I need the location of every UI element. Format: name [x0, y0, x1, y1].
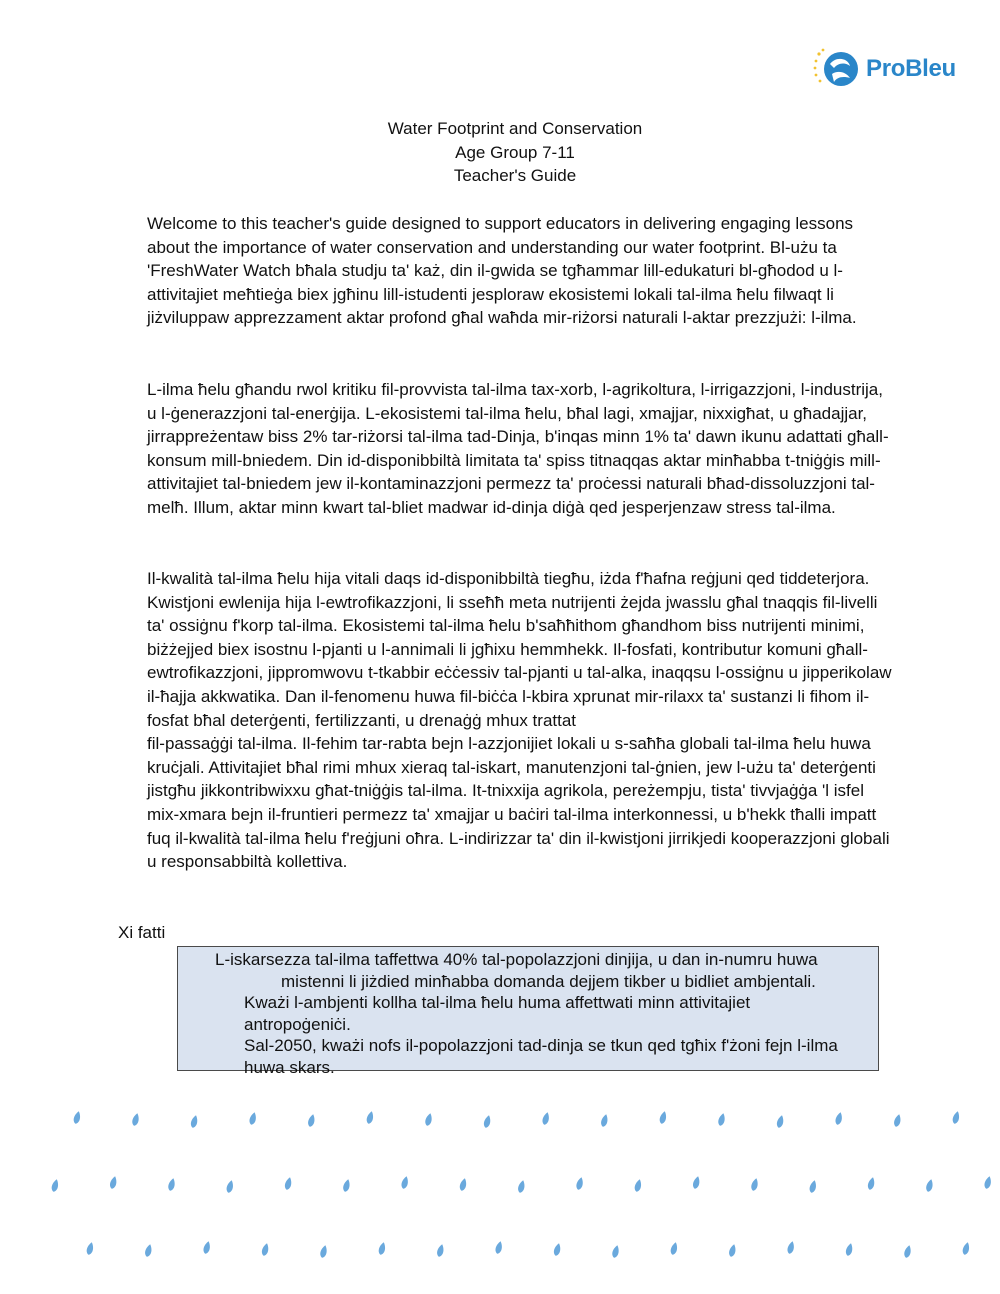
fact-item	[178, 949, 878, 992]
water-drop-icon	[131, 1112, 140, 1126]
water-drop-icon	[86, 1241, 95, 1255]
water-drop-icon	[717, 1112, 726, 1126]
water-drop-icon	[867, 1176, 876, 1190]
water-drop-icon	[808, 1179, 817, 1193]
water-drop-pattern	[0, 1100, 1000, 1280]
water-drop-icon	[400, 1175, 409, 1189]
water-drop-icon	[776, 1114, 785, 1128]
fact-text: huwa skars.	[244, 1057, 335, 1077]
water-drop-icon	[634, 1178, 643, 1192]
document-title	[0, 117, 1000, 188]
paragraph-text: Welcome to this teacher's guide designed to support educators in delivering engaging lessons about the importance of water conservation and understanding our water footprint. Bl-użu ta 'FreshWater Watch bħala studju ta' każ, din il-gwida se tgħammar lill-edukaturi bl-għodod u l-attivitajiet meħtieġa biex jgħinu lill-istudenti jesploraw ekosistemi lokali tal-ilma ħelu filwaqt li jiżviluppaw apprezzament aktar profond għal waħda mir-riżorsi naturali l-aktar prezzjużi: l-ilma.	[147, 214, 857, 328]
water-drop-icon	[575, 1176, 584, 1190]
water-drop-icon	[51, 1178, 60, 1192]
water-drop-icon	[73, 1110, 82, 1124]
water-drop-icon	[436, 1243, 445, 1257]
water-drop-icon	[983, 1175, 992, 1189]
water-drop-icon	[728, 1243, 737, 1257]
probleu-logo-icon	[812, 46, 862, 92]
water-drop-icon	[692, 1175, 701, 1189]
water-drop-icon	[459, 1177, 468, 1191]
fact-text: Kważi l-ambjenti kollha tal-ilma ħelu huma affettwati minn attivitajiet	[244, 993, 751, 1012]
water-drop-icon	[659, 1110, 668, 1124]
water-drop-icon	[144, 1243, 153, 1257]
water-drop-icon	[248, 1111, 257, 1125]
fact-text: mistenni li jiżdied minħabba domanda dejjem tikber u bidliet ambjentali.	[281, 971, 816, 991]
water-drop-icon	[190, 1114, 199, 1128]
water-drop-icon	[424, 1112, 433, 1126]
water-drop-icon	[553, 1242, 562, 1256]
water-drop-icon	[494, 1240, 503, 1254]
facts-heading: Xi fatti	[118, 923, 166, 942]
water-drop-icon	[952, 1110, 961, 1124]
water-quality-paragraph	[147, 567, 897, 874]
water-drop-icon	[366, 1110, 375, 1124]
water-drop-icon	[261, 1242, 270, 1256]
water-drop-icon	[517, 1179, 526, 1193]
water-drop-icon	[925, 1178, 934, 1192]
water-drop-icon	[786, 1240, 795, 1254]
water-drop-icon	[483, 1114, 492, 1128]
water-drop-icon	[600, 1113, 609, 1127]
water-drop-icon	[167, 1177, 176, 1191]
water-drop-icon	[670, 1241, 679, 1255]
water-drop-icon	[307, 1113, 316, 1127]
subtitle-guide: Teacher's Guide	[453, 166, 577, 185]
water-drop-icon	[225, 1179, 234, 1193]
title-line: Water Footprint and Conservation	[387, 119, 643, 138]
water-drop-icon	[903, 1244, 912, 1258]
intro-paragraph	[147, 212, 897, 330]
subtitle-age-group: Age Group 7-11	[455, 142, 575, 162]
water-drop-icon	[750, 1177, 759, 1191]
water-drop-icon	[342, 1178, 351, 1192]
fact-text: Sal-2050, kważi nofs il-popolazzjoni tad-dinja se tkun qed tgħix f'żoni fejn l-ilma	[244, 1036, 838, 1055]
water-drop-icon	[845, 1242, 854, 1256]
water-drop-icon	[834, 1111, 843, 1125]
water-drop-icon	[319, 1244, 328, 1258]
paragraph-text: Il-kwalità tal-ilma ħelu hija vitali daqs id-disponibbiltà tiegħu, iżda f'ħafna reġjuni qed tiddeterjora. Kwistjoni ewlenija hija l-ewtrofikazzjoni, li sseħħ meta nutrijenti żejda jwasslu għal tnaqqis fil-livelli ta' ossiġnu f'korp tal-ilma. Ekosistemi tal-ilma ħelu b'saħħithom għandhom biss nutrijenti minimi, biżżejjed biex isostnu l-pjanti u l-annimali li jgħixu hemmhekk. Il-fosfati, kontributur komuni għall-ewtrofikazzjoni, jippromwovu t-tkabbir eċċessiv tal-pjanti u tal-alka, inaqqsu l-ossiġnu u jipperikolaw il-ħajja akkwatika. Dan il-fenomenu huwa fil-biċċa l-kbira xprunat mir-rilaxx ta' sustanzi li fihom il-fosfat bħal deterġenti, fertilizzanti, u drenaġġ mhux trattat	[147, 569, 892, 730]
water-drop-icon	[611, 1244, 620, 1258]
water-drop-icon	[378, 1241, 387, 1255]
fact-text: antropoġeniċi.	[244, 1014, 351, 1034]
fact-item	[178, 992, 878, 1035]
fact-text: L-iskarsezza tal-ilma taffettwa 40% tal-popolazzjoni dinjija, u dan in-numru huwa	[215, 950, 818, 969]
probleu-logo	[812, 46, 956, 92]
water-drop-icon	[202, 1240, 211, 1254]
paragraph-text: L-ilma ħelu għandu rwol kritiku fil-provvista tal-ilma tax-xorb, l-agrikoltura, l-irrigazzjoni, l-industrija, u l-ġenerazzjoni tal-enerġija. L-ekosistemi tal-ilma ħelu, bħal lagi, xmajjar, nixxigħat, u għadajjar, jirrappreżentaw biss 2% tar-riżorsi tal-ilma tad-Dinja, b'inqas minn 1% ta' dawn ikunu adattati għall-konsum mill-bniedem. Din id-disponibbiltà limitata ta' spiss titnaqqas aktar minħabba t-tniġġis mill-attivitajiet tal-bniedem jew il-kontaminazzjoni permezz ta' proċessi naturali bħad-dissoluzzjoni tal-melħ. Illum, aktar minn kwart tal-bliet madwar id-dinja diġà qed jesperjenzaw stress tal-ilma.	[147, 380, 889, 517]
logo-text: ProBleu	[866, 55, 956, 82]
fact-item	[178, 1035, 878, 1078]
paragraph-text: fil-passaġġi tal-ilma. Il-fehim tar-rabta bejn l-azzjonijiet lokali u s-saħħa globali tal-ilma ħelu huwa kruċjali. Attivitajiet bħal rimi mhux xieraq tal-iskart, manutenzjoni tal-ġnien, jew l-użu ta' deterġenti jistgħu jikkontribwixxu għat-tniġġis tal-ilma. It-tnixxija agrikola, pereżempju, tista' tivvjaġġa 'l isfel mix-xmara bejn il-fruntieri permezz ta' xmajjar u baċiri tal-ilma interkonnessi, u b'hekk tħalli impatt fuq il-kwalità tal-ilma ħelu f'reġjuni oħra. L-indirizzar ta' din il-kwistjoni jirrikjedi kooperazzjoni globali u responsabbiltà kollettiva.	[147, 734, 890, 872]
water-drop-icon	[962, 1241, 971, 1255]
water-drop-icon	[541, 1111, 550, 1125]
water-drop-icon	[109, 1175, 118, 1189]
water-drop-icon	[893, 1113, 902, 1127]
facts-box	[177, 946, 879, 1077]
water-drop-icon	[284, 1176, 293, 1190]
freshwater-role-paragraph	[147, 378, 897, 520]
